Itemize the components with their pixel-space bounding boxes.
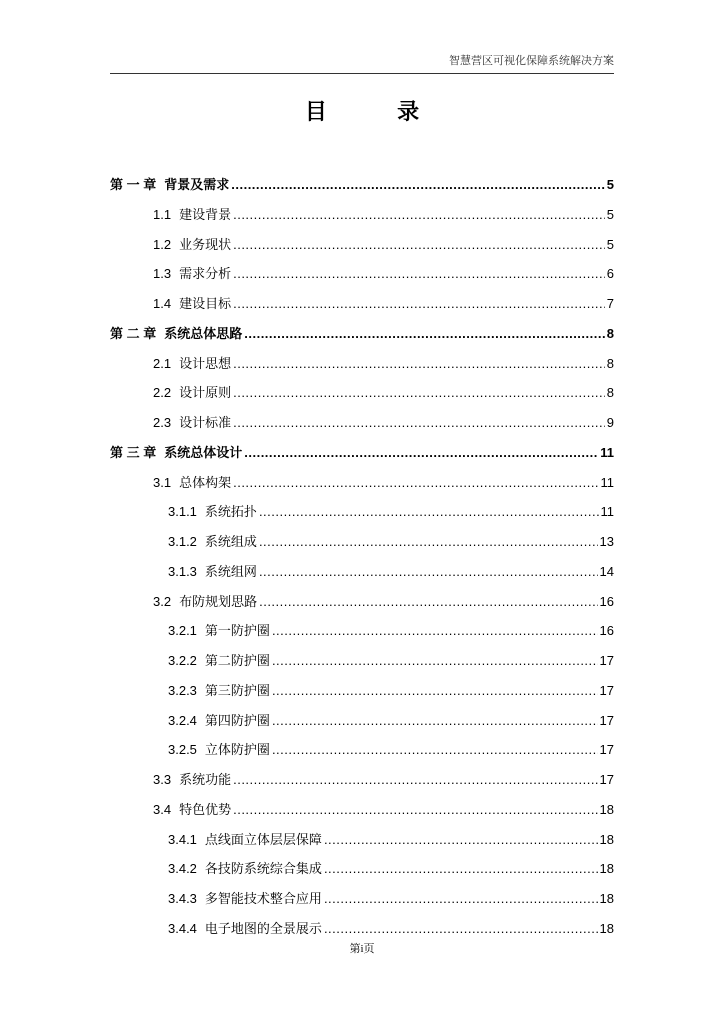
- toc-entry-page: 8: [606, 325, 614, 341]
- toc-entry-title: 第二防护圈: [204, 653, 270, 668]
- toc-entry-number: 3.3: [153, 772, 172, 787]
- dot-leader: [233, 802, 597, 817]
- dot-leader: [233, 296, 605, 311]
- toc-entry-page: 11: [600, 504, 614, 520]
- toc-entry[interactable]: [110, 769, 614, 799]
- toc-chapter-entry[interactable]: [110, 442, 614, 472]
- toc-entry-page: 14: [599, 563, 614, 579]
- dot-leader: [233, 772, 597, 787]
- dot-leader: [272, 653, 598, 668]
- dot-leader: [259, 594, 597, 609]
- dot-leader: [231, 177, 605, 192]
- page-footer: 第i页: [349, 943, 375, 955]
- toc-entry-title: 第四防护圈: [204, 712, 270, 728]
- dot-leader: [233, 415, 605, 430]
- toc-entry-number: 3.1.2: [168, 534, 197, 549]
- dot-leader: [244, 445, 598, 460]
- toc-entry-number: 2.2: [153, 385, 172, 401]
- dot-leader: [272, 713, 598, 728]
- toc-entry-number: 3.2.4: [168, 712, 197, 728]
- page-title: [0, 95, 724, 126]
- dot-leader: [259, 534, 598, 549]
- toc-entry-page: 17: [599, 712, 614, 728]
- toc-entry[interactable]: [110, 293, 614, 323]
- toc-chapter-entry[interactable]: [110, 323, 614, 353]
- dot-leader: [324, 861, 598, 876]
- toc-entry-page: 5: [606, 236, 614, 252]
- toc-entry[interactable]: [110, 263, 614, 293]
- toc-entry-page: 18: [599, 861, 614, 877]
- toc-entry-title: 建设目标: [179, 296, 232, 311]
- toc-entry-page: 7: [606, 296, 614, 311]
- toc-entry[interactable]: [110, 412, 614, 442]
- toc-entry[interactable]: [110, 829, 614, 859]
- toc-entry-page: 16: [599, 623, 614, 639]
- toc-entry-page: 18: [599, 891, 614, 906]
- toc-entry-page: 9: [606, 415, 614, 430]
- toc-entry-title: 电子地图的全景展示: [204, 920, 322, 936]
- toc-entry-page: 18: [599, 801, 614, 817]
- toc-entry-title: 系统组成: [204, 534, 257, 549]
- table-of-contents: [110, 174, 614, 948]
- toc-entry-page: 6: [606, 266, 614, 282]
- toc-entry-number: 3.4.2: [168, 861, 197, 877]
- title-char-2: 录: [397, 99, 420, 124]
- toc-entry-page: 16: [599, 593, 614, 609]
- toc-entry-title: 系统功能: [179, 772, 232, 787]
- toc-entry-title: 设计标准: [179, 415, 232, 430]
- toc-entry[interactable]: [110, 858, 614, 888]
- toc-entry[interactable]: [110, 680, 614, 710]
- toc-entry[interactable]: [110, 591, 614, 621]
- toc-entry-number: 3.2.3: [168, 682, 197, 698]
- toc-entry-title: 第三防护圈: [204, 682, 270, 698]
- dot-leader: [233, 266, 605, 281]
- dot-leader: [324, 832, 598, 847]
- toc-entry-number: 3.4.1: [168, 831, 197, 847]
- toc-entry-page: 17: [599, 772, 614, 787]
- toc-entry-title: 各技防系统综合集成: [204, 861, 322, 877]
- toc-entry-title: 多智能技术整合应用: [204, 891, 322, 906]
- toc-entry-number: 3.2.5: [168, 742, 197, 758]
- toc-entry[interactable]: [110, 382, 614, 412]
- toc-entry[interactable]: [110, 888, 614, 918]
- toc-entry-number: 3.1.3: [168, 563, 197, 579]
- toc-entry-page: 8: [606, 385, 614, 401]
- toc-entry-number: 1.4: [153, 296, 172, 311]
- dot-leader: [233, 237, 605, 252]
- toc-entry[interactable]: [110, 204, 614, 234]
- toc-entry-page: 5: [606, 206, 614, 222]
- dot-leader: [244, 326, 605, 341]
- toc-entry-title: 系统拓扑: [204, 504, 257, 520]
- toc-entry-number: 3.4.4: [168, 920, 197, 936]
- toc-chapter-entry[interactable]: [110, 174, 614, 204]
- toc-entry-number: 2.3: [153, 415, 172, 430]
- toc-entry-number: 3.2.2: [168, 653, 197, 668]
- toc-entry[interactable]: [110, 353, 614, 383]
- toc-entry-number: 2.1: [153, 355, 172, 371]
- toc-entry[interactable]: [110, 710, 614, 740]
- toc-entry-page: 11: [600, 474, 614, 490]
- toc-entry-page: 18: [599, 920, 614, 936]
- toc-entry-title: 系统总体思路: [164, 325, 243, 341]
- toc-entry[interactable]: [110, 799, 614, 829]
- toc-entry[interactable]: [110, 531, 614, 561]
- dot-leader: [233, 207, 605, 222]
- toc-entry-page: 8: [606, 355, 614, 371]
- toc-entry-title: 布防规划思路: [179, 593, 258, 609]
- toc-entry[interactable]: [110, 620, 614, 650]
- toc-entry-number: 第 一 章: [110, 177, 157, 192]
- toc-entry-page: 17: [599, 653, 614, 668]
- toc-entry-number: 第 三 章: [110, 444, 157, 460]
- toc-entry[interactable]: [110, 650, 614, 680]
- toc-entry[interactable]: [110, 501, 614, 531]
- toc-entry-number: 3.4: [153, 801, 172, 817]
- toc-entry-title: 设计思想: [179, 355, 232, 371]
- toc-entry-number: 3.4.3: [168, 891, 197, 906]
- toc-entry-title: 特色优势: [179, 801, 232, 817]
- toc-entry-page: 18: [599, 831, 614, 847]
- toc-entry-title: 需求分析: [179, 266, 232, 282]
- toc-entry-number: 1.2: [153, 236, 172, 252]
- toc-entry-title: 第一防护圈: [204, 623, 270, 639]
- toc-entry-title: 总体构架: [179, 474, 232, 490]
- toc-entry-page: 17: [599, 682, 614, 698]
- toc-entry-title: 点线面立体层层保障: [204, 831, 322, 847]
- toc-entry-page: 13: [599, 534, 614, 549]
- toc-entry-title: 立体防护圈: [204, 742, 270, 758]
- toc-entry[interactable]: [110, 739, 614, 769]
- dot-leader: [233, 475, 598, 490]
- toc-entry-title: 建设背景: [179, 206, 232, 222]
- dot-leader: [272, 623, 598, 638]
- toc-entry-page: 11: [600, 444, 614, 460]
- running-header: 智慧营区可视化保障系统解决方案: [449, 55, 614, 67]
- toc-entry-title: 系统总体设计: [164, 444, 243, 460]
- dot-leader: [324, 891, 598, 906]
- dot-leader: [324, 921, 598, 936]
- toc-entry-number: 1.3: [153, 266, 172, 282]
- header-rule: [110, 73, 614, 74]
- dot-leader: [233, 385, 605, 400]
- dot-leader: [272, 683, 598, 698]
- toc-entry-title: 背景及需求: [164, 177, 230, 192]
- toc-entry[interactable]: [110, 234, 614, 264]
- toc-entry-number: 3.2.1: [168, 623, 197, 639]
- toc-entry-number: 3.1.1: [168, 504, 197, 520]
- title-char-1: 目: [304, 99, 327, 124]
- toc-entry-page: 17: [599, 742, 614, 758]
- toc-entry-title: 系统组网: [204, 563, 257, 579]
- toc-entry-title: 设计原则: [179, 385, 232, 401]
- dot-leader: [233, 356, 605, 371]
- toc-entry-page: 5: [606, 177, 614, 192]
- toc-entry-number: 3.1: [153, 474, 172, 490]
- dot-leader: [259, 504, 599, 519]
- toc-entry[interactable]: [110, 472, 614, 502]
- toc-entry-number: 3.2: [153, 593, 172, 609]
- dot-leader: [259, 564, 598, 579]
- toc-entry-title: 业务现状: [179, 236, 232, 252]
- dot-leader: [272, 742, 598, 757]
- toc-entry-number: 第 二 章: [110, 325, 157, 341]
- toc-entry[interactable]: [110, 561, 614, 591]
- toc-entry-number: 1.1: [153, 206, 172, 222]
